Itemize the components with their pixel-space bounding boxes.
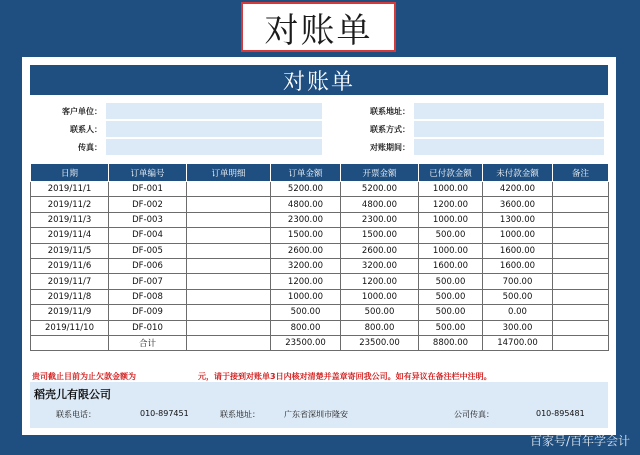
table-cell[interactable]: 2600.00 xyxy=(271,243,341,258)
table-cell[interactable] xyxy=(553,212,609,227)
table-cell[interactable] xyxy=(187,305,271,320)
table-cell[interactable]: 500.00 xyxy=(419,274,483,289)
table-cell[interactable] xyxy=(553,289,609,304)
total-cell: 8800.00 xyxy=(419,335,483,350)
customer-field[interactable] xyxy=(106,103,322,119)
table-cell[interactable]: 2300.00 xyxy=(271,212,341,227)
table-row xyxy=(31,274,609,289)
table-cell[interactable] xyxy=(553,182,609,197)
table-cell[interactable]: 2019/11/3 xyxy=(31,212,109,227)
table-cell[interactable] xyxy=(553,228,609,243)
table-cell[interactable]: DF-004 xyxy=(109,228,187,243)
table-cell[interactable]: 1600.00 xyxy=(483,258,553,273)
table-cell[interactable]: 800.00 xyxy=(341,320,419,335)
table-cell[interactable]: 2019/11/6 xyxy=(31,258,109,273)
table-cell[interactable] xyxy=(187,258,271,273)
table-cell[interactable]: DF-002 xyxy=(109,197,187,212)
total-cell: 合计 xyxy=(109,335,187,350)
table-cell[interactable]: 2019/11/1 xyxy=(31,182,109,197)
table-cell[interactable]: 800.00 xyxy=(271,320,341,335)
fax-label: 传真： xyxy=(78,142,102,152)
table-cell[interactable]: 4800.00 xyxy=(271,197,341,212)
period-field[interactable] xyxy=(414,139,604,155)
table-row xyxy=(31,289,609,304)
table-cell[interactable] xyxy=(553,305,609,320)
table-cell[interactable]: 2019/11/2 xyxy=(31,197,109,212)
period-label: 对账期间： xyxy=(370,142,410,152)
address-label: 联系地址： xyxy=(370,106,410,116)
table-cell[interactable] xyxy=(553,258,609,273)
info-row-fax xyxy=(30,139,608,155)
info-row-contact xyxy=(30,121,608,137)
notice-text-1: 贵司截止目前为止欠款金额为 xyxy=(32,372,136,381)
table-cell[interactable]: 1000.00 xyxy=(341,289,419,304)
table-row xyxy=(31,320,609,335)
info-section xyxy=(30,103,608,157)
table-cell[interactable]: 1000.00 xyxy=(483,228,553,243)
table-cell[interactable]: 500.00 xyxy=(419,289,483,304)
table-cell[interactable]: 2019/11/10 xyxy=(31,320,109,335)
table-row xyxy=(31,197,609,212)
fax-label-footer: 公司传真： xyxy=(454,410,494,419)
col-header: 未付款金额 xyxy=(483,164,553,182)
table-cell[interactable] xyxy=(187,197,271,212)
total-cell xyxy=(31,335,109,350)
total-cell: 23500.00 xyxy=(341,335,419,350)
table-cell[interactable]: 500.00 xyxy=(419,305,483,320)
table-cell[interactable]: 0.00 xyxy=(483,305,553,320)
contact-field[interactable] xyxy=(106,121,322,137)
table-cell[interactable] xyxy=(187,182,271,197)
table-cell[interactable]: 500.00 xyxy=(271,305,341,320)
total-cell xyxy=(187,335,271,350)
table-cell[interactable]: 2300.00 xyxy=(341,212,419,227)
col-header: 订单编号 xyxy=(109,164,187,182)
total-row xyxy=(31,335,609,350)
table-cell[interactable]: DF-003 xyxy=(109,212,187,227)
table-cell[interactable]: 500.00 xyxy=(419,228,483,243)
table-cell[interactable]: 2019/11/5 xyxy=(31,243,109,258)
table-cell[interactable]: 1000.00 xyxy=(419,212,483,227)
watermark: 百家号/百年学会计 xyxy=(529,434,630,448)
table-row xyxy=(31,182,609,197)
table-cell[interactable]: 3200.00 xyxy=(271,258,341,273)
top-title-box xyxy=(241,2,396,52)
table-cell[interactable]: 5200.00 xyxy=(271,182,341,197)
col-header: 订单金额 xyxy=(271,164,341,182)
table-cell[interactable]: 300.00 xyxy=(483,320,553,335)
table-cell[interactable] xyxy=(187,274,271,289)
fax-value: 010-895481 xyxy=(536,409,585,418)
table-row xyxy=(31,228,609,243)
table-cell[interactable] xyxy=(187,320,271,335)
table-cell[interactable]: 500.00 xyxy=(483,289,553,304)
table-cell[interactable]: 2019/11/7 xyxy=(31,274,109,289)
table-cell[interactable]: 1600.00 xyxy=(483,243,553,258)
top-title: 对账单 xyxy=(264,10,373,51)
table-cell[interactable]: DF-005 xyxy=(109,243,187,258)
table-body xyxy=(31,182,609,351)
info-row-customer xyxy=(30,103,608,119)
col-header: 订单明细 xyxy=(187,164,271,182)
fax-field[interactable] xyxy=(106,139,322,155)
table-cell[interactable]: DF-006 xyxy=(109,258,187,273)
table-cell[interactable]: 1000.00 xyxy=(271,289,341,304)
table-cell[interactable]: 1000.00 xyxy=(419,182,483,197)
phone-label: 联系电话： xyxy=(56,410,96,419)
table-cell[interactable]: 4200.00 xyxy=(483,182,553,197)
company-name: 稻壳儿有限公司 xyxy=(34,388,111,401)
table-cell[interactable] xyxy=(187,212,271,227)
table-cell[interactable]: 500.00 xyxy=(341,305,419,320)
table-cell[interactable] xyxy=(187,289,271,304)
table-cell[interactable]: 3200.00 xyxy=(341,258,419,273)
table-cell[interactable]: 700.00 xyxy=(483,274,553,289)
table-cell[interactable]: 1600.00 xyxy=(419,258,483,273)
table-row xyxy=(31,243,609,258)
footer xyxy=(30,382,608,428)
table-cell[interactable] xyxy=(553,320,609,335)
table-cell[interactable]: DF-007 xyxy=(109,274,187,289)
table-cell[interactable]: DF-009 xyxy=(109,305,187,320)
table-cell[interactable]: 1200.00 xyxy=(341,274,419,289)
table-cell[interactable] xyxy=(553,243,609,258)
table-cell[interactable] xyxy=(187,243,271,258)
total-cell: 23500.00 xyxy=(271,335,341,350)
statement-table xyxy=(30,163,609,351)
notice-text-2: 元，请于接到对账单3日内核对清楚并盖章寄回我公司。如有异议在备注栏中注明。 xyxy=(198,372,492,381)
table-cell[interactable]: 1200.00 xyxy=(419,197,483,212)
table-cell[interactable]: DF-008 xyxy=(109,289,187,304)
table-cell[interactable] xyxy=(553,197,609,212)
col-header: 开票金额 xyxy=(341,164,419,182)
total-cell: 14700.00 xyxy=(483,335,553,350)
table-cell[interactable]: 1300.00 xyxy=(483,212,553,227)
customer-label: 客户单位： xyxy=(62,106,102,116)
table-cell[interactable]: 2600.00 xyxy=(341,243,419,258)
col-header: 备注 xyxy=(553,164,609,182)
table-cell[interactable]: DF-010 xyxy=(109,320,187,335)
address-value: 广东省深圳市隆安 xyxy=(284,410,348,419)
table-header-row xyxy=(31,164,609,182)
table-row xyxy=(31,258,609,273)
table-row xyxy=(31,212,609,227)
statement-sheet xyxy=(22,57,616,435)
table-cell[interactable]: 2019/11/9 xyxy=(31,305,109,320)
table-cell[interactable]: 4800.00 xyxy=(341,197,419,212)
method-field[interactable] xyxy=(414,121,604,137)
table-cell[interactable]: 3600.00 xyxy=(483,197,553,212)
statement-banner: 对账单 xyxy=(30,65,608,95)
method-label: 联系方式： xyxy=(370,124,410,134)
table-cell[interactable]: DF-001 xyxy=(109,182,187,197)
table-cell[interactable]: 2019/11/4 xyxy=(31,228,109,243)
table-cell[interactable]: 1500.00 xyxy=(341,228,419,243)
table-cell[interactable] xyxy=(553,274,609,289)
total-cell xyxy=(553,335,609,350)
table-cell[interactable]: 1500.00 xyxy=(271,228,341,243)
col-header: 已付款金额 xyxy=(419,164,483,182)
table-cell[interactable]: 500.00 xyxy=(419,320,483,335)
address-field[interactable] xyxy=(414,103,604,119)
table-row xyxy=(31,305,609,320)
address-label-footer: 联系地址： xyxy=(220,410,260,419)
table-cell[interactable]: 5200.00 xyxy=(341,182,419,197)
table-cell[interactable]: 1200.00 xyxy=(271,274,341,289)
col-header: 日期 xyxy=(31,164,109,182)
contact-label: 联系人： xyxy=(70,124,102,134)
table-cell[interactable]: 2019/11/8 xyxy=(31,289,109,304)
table-cell[interactable]: 1000.00 xyxy=(419,243,483,258)
table-cell[interactable] xyxy=(187,228,271,243)
phone-value: 010-897451 xyxy=(140,409,189,418)
